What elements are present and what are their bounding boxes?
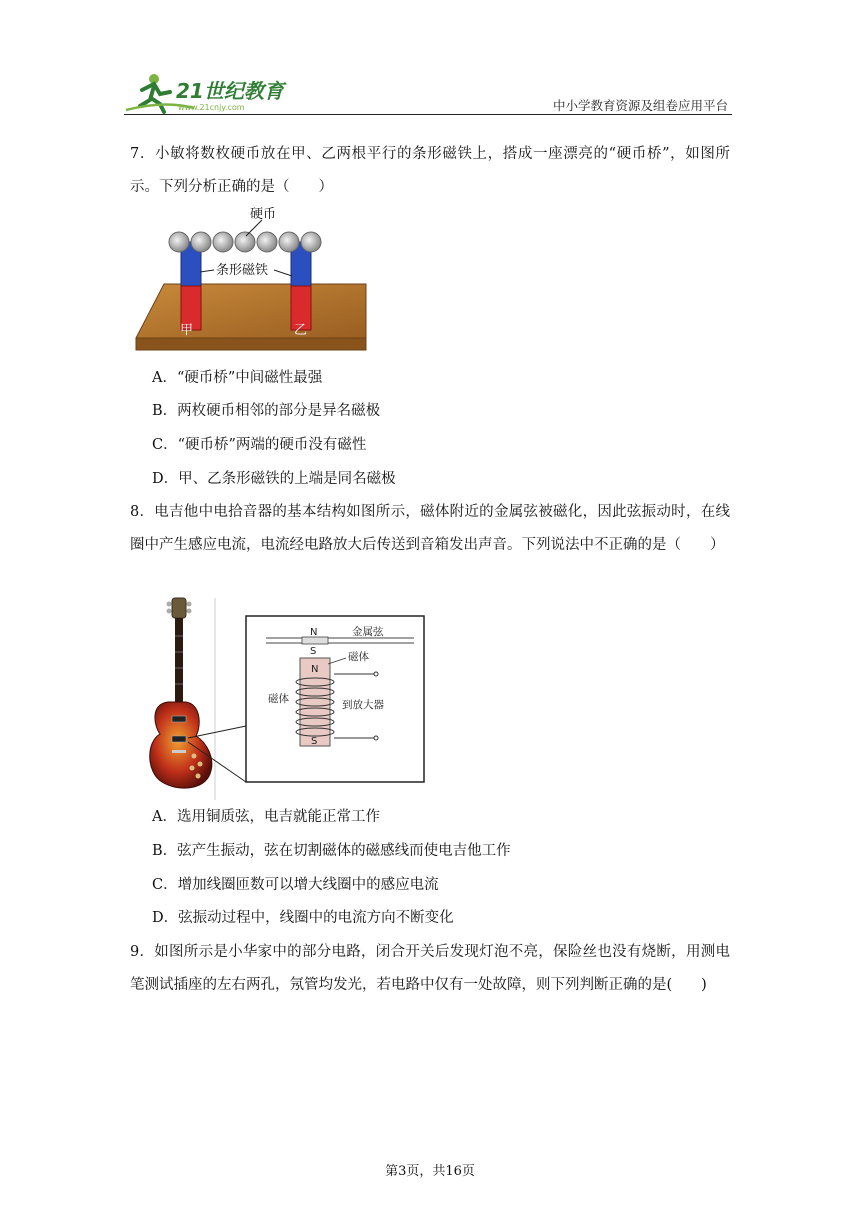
magnet-jia-label: 甲 xyxy=(180,323,194,338)
magnet-left-label: 磁体 xyxy=(268,693,289,705)
magnet-yi xyxy=(291,242,311,330)
string-label: 金属弦 xyxy=(352,626,384,638)
magnet-label: 条形磁铁 xyxy=(216,263,269,278)
coin-bridge-figure xyxy=(134,200,374,359)
q8-option-d: D．弦振动过程中，线圈中的电流方向不断变化 xyxy=(152,910,454,926)
logo xyxy=(124,70,294,114)
q8-option-c: C．增加线圈匝数可以增大线圈中的感应电流 xyxy=(152,877,439,893)
magnet-top-label: 磁体 xyxy=(348,651,369,663)
logo-text: 21世纪教育 xyxy=(176,79,284,103)
q8-option-b: B．弦产生振动，弦在切割磁体的磁感线而使电吉他工作 xyxy=(152,843,511,859)
q7-option-b: B．两枚硬币相邻的部分是异名磁极 xyxy=(152,403,381,419)
magnet-jia xyxy=(181,242,201,330)
wooden-board xyxy=(136,284,366,350)
pole-s-bottom: S xyxy=(311,736,318,747)
q7-option-a: A．“硬币桥”中间磁性最强 xyxy=(152,370,323,386)
guitar-image xyxy=(150,598,212,788)
guitar-pickup-figure xyxy=(136,596,436,806)
pole-s-mid: S xyxy=(310,646,317,657)
pole-n-top: N xyxy=(310,627,318,638)
question-7-stem: 7．小敏将数枚硬币放在甲、乙两根平行的条形磁铁上，搭成一座漂亮的“硬币桥”，如图所示。下列分析正确的是（ ） xyxy=(130,146,730,195)
q7-option-d: D．甲、乙条形磁铁的上端是同名磁极 xyxy=(152,471,396,487)
header-divider xyxy=(124,114,732,115)
question-9-stem: 9．如图所示是小华家中的部分电路，闭合开关后发现灯泡不亮，保险丝也没有烧断，用测电笔测试插座的左右两孔，氖管均发光，若电路中仅有一处故障，则下列判断正确的是( ) xyxy=(130,944,730,993)
platform-name: 中小学教育资源及组卷应用平台 xyxy=(552,98,728,113)
q8-option-a: A．选用铜质弦，电吉就能正常工作 xyxy=(152,809,380,825)
q7-option-c: C．“硬币桥”两端的硬币没有磁性 xyxy=(152,437,367,453)
page-number: 第3页，共16页 xyxy=(385,1164,475,1179)
coin-label: 硬币 xyxy=(250,207,277,222)
magnet-yi-label: 乙 xyxy=(294,323,308,338)
pickup-diagram xyxy=(246,616,424,782)
logo-url: www.21cnjy.com xyxy=(178,103,245,112)
amplifier-label: 到放大器 xyxy=(342,699,384,711)
question-8-stem: 8．电吉他中电拾音器的基本结构如图所示，磁体附近的金属弦被磁化，因此弦振动时，在线圈中产生感应电流，电流经电路放大后传送到音箱发出声音。下列说法中不正确的是（ ） xyxy=(130,504,730,553)
pole-n-mid: N xyxy=(311,664,319,675)
